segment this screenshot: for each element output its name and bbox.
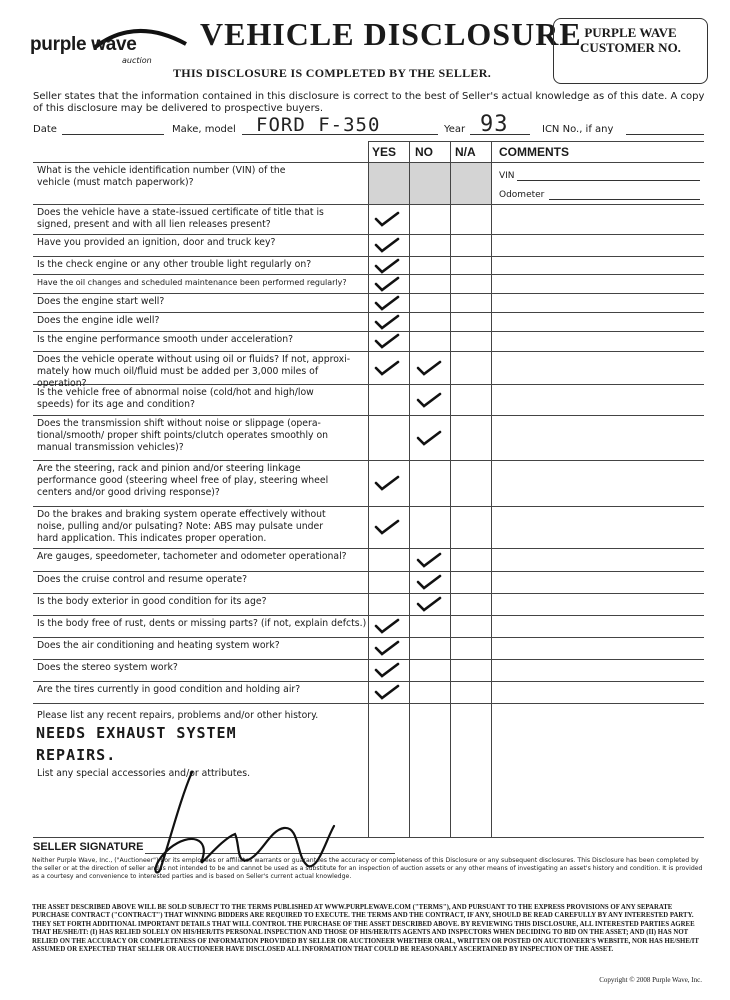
question-8-text: Is the engine performance smooth under acceleration? [37, 334, 294, 345]
grid-line [368, 141, 704, 142]
page-subtitle: THIS DISCLOSURE IS COMPLETED BY THE SELLER. [173, 66, 491, 80]
column-header-no: NO [415, 145, 433, 159]
date-field[interactable] [62, 134, 164, 135]
checkmark-icon[interactable] [374, 640, 400, 656]
checkmark-icon[interactable] [374, 237, 400, 253]
question-13-text: Do the brakes and braking system operate effectively without noise, pulling and/or pulsating? Note: ABS may pulsate under hard application. This indicates proper operation. [37, 509, 326, 544]
checkmark-icon[interactable] [374, 211, 400, 227]
checkmark-icon[interactable] [416, 574, 442, 590]
grid-line [33, 331, 704, 332]
question-7-text: Does the engine idle well? [37, 315, 160, 326]
grid-line [33, 681, 704, 682]
customer-box-line2: CUSTOMER NO. [580, 40, 681, 55]
question-5-text: Have the oil changes and scheduled maintenance been performed regularly? [37, 278, 347, 287]
checkmark-icon[interactable] [416, 430, 442, 446]
odometer-label: Odometer [499, 190, 545, 200]
question-12-text: Are the steering, rack and pinion and/or steering linkage performance good (steering wheel free of play, steering wheel centers and/or good driving response)? [37, 463, 329, 498]
column-header-comments: COMMENTS [499, 145, 569, 159]
legal-terms-text: THE ASSET DESCRIBED ABOVE WILL BE SOLD SUBJECT TO THE TERMS PUBLISHED AT WWW.PURPLEWAVE.COM ("TERMS"), AND PURSUANT TO THE EXPRESS PROVISIONS OF ANY SEPARATE PURCHASE CONTRACT ("CONTRACT") THAT WINNING BIDDERS ARE REQUIRED TO EXECUTE. THE TERMS AND THE CONTRACT, IF ANY, SHOULD BE READ CAREFULLY BY ANY INTERESTED PARTY. THEY SET FORTH ADDITIONAL IMPORTANT DETAILS THAT WILL CONTROL THE PURCHASE OF THE ASSET DESCRIBED ABOVE. BY REVIEWING THIS DISCLOSURE, ALL INTERESTED PARTIES AGREE THAT HE/SHE/IT: (I) HAS RELIED SOLELY ON HIS/HER/ITS PERSONAL INSPECTION AND THOSE OF HIS/HER/ITS AGENTS AND INSPECTORS WHEN DECIDING TO BID ON THE ASSET; AND (II) HAS NOT RELIED ON THE ACCURACY OR COMPLETENESS OF INFORMATION PROVIDED BY SELLER OR AUCTIONEER WHETHER ORAL, WRITTEN OR POSTED ON AUCTIONEER'S WEBSITE, NOR HAS HE/SHE/IT ASSUMED OR EXPECTED THAT SELLER OR AUCTIONEER HAVE DISCLOSED ALL INFORMATION THAT COULD BE REASONABLY ASCERTAINED BY INSPECTION OF THE ASSET. [32, 904, 699, 954]
customer-number-box[interactable] [553, 18, 708, 84]
icn-label: ICN No., if any [542, 124, 614, 135]
vin-shaded-cells [368, 162, 491, 204]
question-14-text: Are gauges, speedometer, tachometer and odometer operational? [37, 551, 347, 562]
grid-line [33, 312, 704, 313]
grid-line [33, 204, 704, 205]
page-title: VEHICLE DISCLOSURE [200, 16, 582, 52]
checkmark-icon[interactable] [374, 475, 400, 491]
repairs-label: Please list any recent repairs, problems and/or other history. [37, 710, 319, 721]
checkmark-icon[interactable] [416, 392, 442, 408]
checkmark-icon[interactable] [374, 618, 400, 634]
vin-label: VIN [499, 171, 515, 181]
grid-line [33, 837, 704, 838]
grid-line [33, 293, 704, 294]
question-11-text: Does the transmission shift without noise or slippage (opera- tional/smooth/ proper shift points/clutch operates smoothly on manual transmission vehicles)? [37, 418, 329, 453]
grid-line [33, 415, 704, 416]
grid-line [33, 659, 704, 660]
year-label: Year [444, 124, 466, 135]
grid-line [33, 571, 704, 572]
grid-line [33, 637, 704, 638]
question-10-text: Is the vehicle free of abnormal noise (cold/hot and high/low speeds) for its age and condition? [37, 387, 314, 410]
date-label: Date [33, 124, 57, 135]
logo-subtext: auction [122, 56, 152, 65]
seller-signature-label: SELLER SIGNATURE [33, 841, 144, 853]
grid-line [33, 593, 704, 594]
checkmark-icon[interactable] [374, 295, 400, 311]
question-18-text: Does the air conditioning and heating system work? [37, 640, 280, 651]
grid-line [33, 615, 704, 616]
accessories-label: List any special accessories and/or attributes. [37, 768, 251, 779]
grid-line [33, 256, 704, 257]
repairs-value[interactable]: NEEDS EXHAUST SYSTEM REPAIRS. [36, 724, 237, 764]
logo-text: purple wave [30, 34, 137, 55]
grid-line [450, 141, 451, 837]
question-1-text: What is the vehicle identification number (VIN) of the vehicle (must match paperwork)? [37, 165, 286, 188]
make-model-value: FORD F-350 [256, 114, 381, 136]
checkmark-icon[interactable] [374, 519, 400, 535]
customer-box-line1: PURPLE WAVE [584, 25, 677, 40]
question-15-text: Does the cruise control and resume operate? [37, 574, 248, 585]
checkmark-icon[interactable] [374, 662, 400, 678]
grid-line [409, 141, 410, 837]
disclaimer-text: Neither Purple Wave, Inc., ("Auctioneer") nor its employees or affiliates warrants or guarantees the accuracy or completeness of this Disclosure or any subsequent disclosures. This Disclosure has been completed by the seller or at the direction of seller and is not intended to be and cannot be used as a substitute for an inspection of auction assets or any other means of investigating an asset's history and condition. It is provided as a courtesy and convenience to interested parties and is based on Seller's current actual knowledge. [32, 857, 703, 880]
question-9-text: Does the vehicle operate without using oil or fluids? If not, approxi- mately how much oil/fluid must be added per 3,000 miles of operation? [37, 354, 351, 389]
checkmark-icon[interactable] [416, 596, 442, 612]
grid-line [33, 460, 704, 461]
checkmark-icon[interactable] [416, 360, 442, 376]
purple-wave-logo [30, 22, 165, 66]
question-19-text: Does the stereo system work? [37, 662, 178, 673]
make-model-label: Make, model [172, 124, 236, 135]
question-4-text: Is the check engine or any other trouble light regularly on? [37, 259, 312, 270]
question-2-text: Does the vehicle have a state-issued certificate of title that is signed, present and with all lien releases present? [37, 207, 324, 230]
grid-line [33, 234, 704, 235]
grid-line [368, 141, 369, 837]
grid-line [33, 274, 704, 275]
grid-line [33, 162, 704, 163]
question-20-text: Are the tires currently in good condition and holding air? [37, 684, 301, 695]
odometer-field[interactable] [549, 199, 700, 200]
question-3-text: Have you provided an ignition, door and truck key? [37, 237, 276, 248]
checkmark-icon[interactable] [374, 276, 400, 292]
year-value: 93 [480, 112, 509, 137]
checkmark-icon[interactable] [374, 314, 400, 330]
vin-field[interactable] [517, 180, 700, 181]
question-16-text: Is the body exterior in good condition for its age? [37, 596, 267, 607]
question-6-text: Does the engine start well? [37, 296, 165, 307]
column-header-na: N/A [455, 145, 476, 159]
grid-line [33, 506, 704, 507]
checkmark-icon[interactable] [374, 360, 400, 376]
grid-line [33, 351, 704, 352]
icn-field[interactable] [626, 134, 704, 135]
grid-line [491, 141, 492, 837]
question-17-text: Is the body free of rust, dents or missing parts? (if not, explain defcts.) [37, 618, 367, 629]
checkmark-icon[interactable] [374, 258, 400, 274]
grid-line [33, 703, 704, 704]
checkmark-icon[interactable] [374, 333, 400, 349]
column-header-yes: YES [372, 145, 397, 159]
intro-text: Seller states that the information contained in this disclosure is correct to the best of Seller's actual knowledge as of this date. A copy of this disclosure may be delivered to prospective buyers. [33, 91, 705, 114]
copyright-text: Copyright © 2008 Purple Wave, Inc. [599, 976, 702, 984]
checkmark-icon[interactable] [374, 684, 400, 700]
checkmark-icon[interactable] [416, 552, 442, 568]
grid-line [33, 548, 704, 549]
